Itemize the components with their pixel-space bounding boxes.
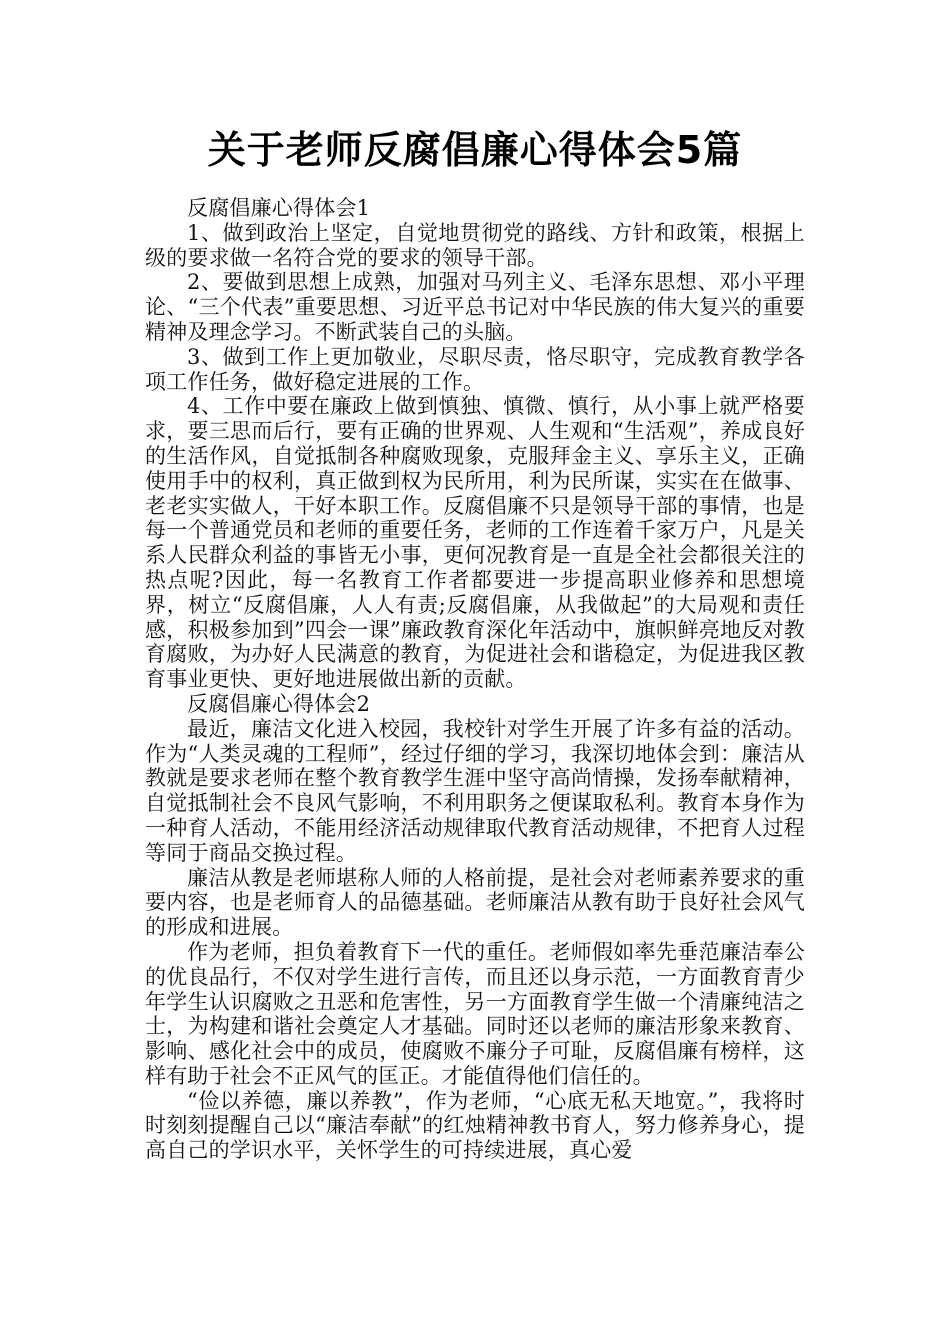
document-page [145,118,805,1163]
paragraph: 3、做到工作上更加敬业，尽职尽责，恪尽职守，完成教育教学各项工作任务，做好稳定进展的工作。 [145,344,805,394]
section-heading-1: 反腐倡廉心得体会1 [187,196,371,220]
document-title: 关于老师反腐倡廉心得体会5篇 [207,128,743,172]
paragraph: “俭以养德，廉以养教”，作为老师，“心底无私天地宽。”，我将时时刻刻提醒自己以“廉洁奉献”的红烛精神教书育人，努力修养身心，提高自己的学识水平，关怀学生的可持续进展，真心爱 [145,1088,805,1163]
paragraph: 2、要做到思想上成熟，加强对马列主义、毛泽东思想、邓小平理论、“三个代表”重要思想、习近平总书记对中华民族的伟大复兴的重要精神及理念学习。不断武装自己的头脑。 [145,270,805,344]
paragraph: 廉洁从教是老师堪称人师的人格前提，是社会对老师素养要求的重要内容，也是老师育人的品德基础。老师廉洁从教有助于良好社会风气的形成和进展。 [145,865,805,940]
paragraph: 4、工作中要在廉政上做到慎独、慎微、慎行，从小事上就严格要求，要三思而后行，要有正确的世界观、人生观和“生活观”，养成良好的生活作风，自觉抵制各种腐败现象，克服拜金主义、享乐主义，正确使用手中的权利，真正做到权为民所用，利为民所谋，实实在在做事、老老实实做人，干好本职工作。反腐倡廉不只是领导干部的事情，也是每一个普通党员和老师的重要任务，老师的工作连着千家万户，凡是关系人民群众利益的事皆无小事，更何况教育是一直是全社会都很关注的热点呢?因此，每一名教育工作者都要进一步提高职业修养和思想境界，树立“反腐倡廉，人人有责;反腐倡廉，从我做起”的大局观和责任感，积极参加到”四会一课”廉政教育深化年活动中，旗帜鲜亮地反对教育腐败，为办好人民满意的教育，为促进社会和谐稳定，为促进我区教育事业更快、更好地进展做出新的贡献。 [145,394,805,692]
section-heading-2: 反腐倡廉心得体会2 [187,691,371,716]
paragraph: 最近，廉洁文化进入校园，我校针对学生开展了许多有益的活动。作为“人类灵魂的工程师”，经过仔细的学习，我深切地体会到：廉洁从教就是要求老师在整个教育教学生涯中坚守高尚情操，发扬奉献精神，自觉抵制社会不良风气影响，不利用职务之便谋取私利。教育本身作为一种育人活动，不能用经济活动规律取代教育活动规律，不把育人过程等同于商品交换过程。 [145,716,805,865]
paragraph: 作为老师，担负着教育下一代的重任。老师假如率先垂范廉洁奉公的优良品行，不仅对学生进行言传，而且还以身示范，一方面教育青少年学生认识腐败之丑恶和危害性，另一方面教育学生做一个清廉纯洁之士，为构建和谐社会奠定人才基础。同时还以老师的廉洁形象来教育、影响、感化社会中的成员，使腐败不廉分子可耻，反腐倡廉有榜样，这样有助于社会不正风气的匡正。才能值得他们信任的。 [145,939,805,1088]
paragraph: 1、做到政治上坚定，自觉地贯彻党的路线、方针和政策，根据上级的要求做一名符合党的要求的领导干部。 [145,220,805,270]
